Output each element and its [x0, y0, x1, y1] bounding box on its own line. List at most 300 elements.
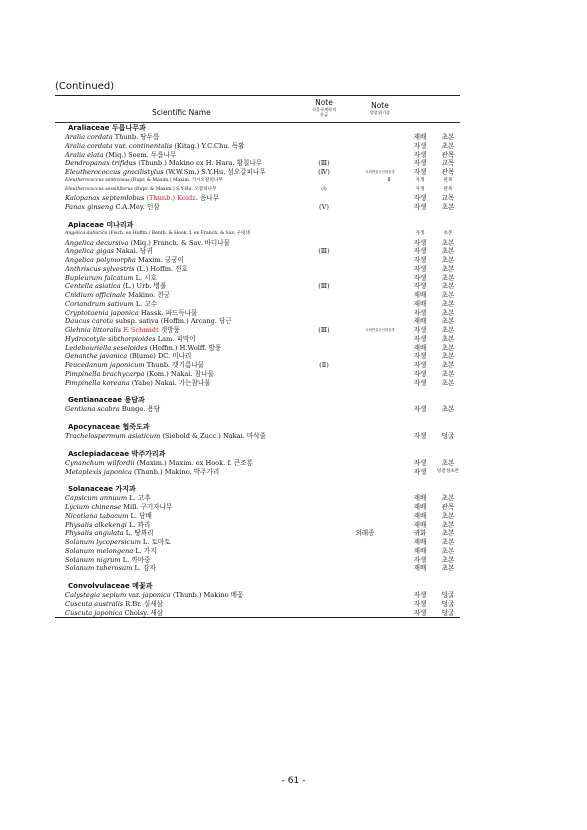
scientific-name-italic: Anthriscus sylvestris: [65, 264, 135, 273]
header-note1-sub2: 등급: [319, 112, 329, 117]
origin-cell: 재배: [413, 538, 427, 546]
author-text: (Fisch. ex Hoffm.) Benth. & Hook. f. ex Franch. & Sav. 구릿대: [107, 230, 250, 236]
scientific-name-cell: [65, 512, 152, 521]
author-text: Choisy. 새삼: [122, 608, 164, 617]
scientific-name-cell: [65, 326, 180, 335]
origin-cell: 자생: [415, 230, 425, 236]
author-text-highlighted: (Thunb.) Koidz.: [144, 194, 198, 203]
scientific-name-cell: [65, 230, 250, 239]
life-form-cell: 초본: [441, 282, 455, 291]
table-row: [55, 459, 460, 468]
life-form-cell: 초본: [441, 238, 455, 247]
table-row: [55, 309, 460, 318]
origin-cell: 자생: [413, 405, 427, 414]
origin-cell: 자생: [413, 308, 427, 317]
scientific-name-italic: Cynanchum wilfordii: [65, 458, 135, 467]
table-row: [55, 352, 460, 361]
scientific-name-italic: Solanum tuberosum: [65, 564, 133, 573]
table-row: [55, 361, 460, 370]
table-row: [55, 142, 460, 151]
author-text-highlighted: F. Schmidt: [121, 326, 159, 334]
floristic-grade: (Ⅰ): [321, 186, 327, 192]
table-row: [55, 256, 460, 265]
author-text: var.: [112, 141, 130, 150]
table-row: [55, 503, 460, 512]
origin-cell: 자생: [413, 247, 427, 256]
author-text: R.Br. 실새삼: [123, 599, 163, 608]
table-row: [55, 512, 460, 521]
header-note1-sub1: 식물구계학적: [311, 107, 337, 112]
species-table: [55, 95, 460, 618]
life-form-cell: 초본: [441, 299, 455, 308]
origin-cell: 재배: [413, 520, 427, 529]
table-row: [55, 335, 460, 344]
endangered-class: Ⅱ: [387, 177, 391, 183]
scientific-name-cell: [65, 291, 170, 300]
scientific-name-cell: [65, 564, 156, 573]
scientific-name-italic: Centella asiatica: [65, 282, 121, 291]
origin-cell: 자생: [413, 467, 427, 476]
life-form-cell: 초본: [441, 538, 455, 546]
author-text: L. 가지: [133, 546, 157, 555]
scientific-name-cell: [65, 309, 197, 318]
family-heading: Apiaceae 미나리과: [68, 220, 134, 229]
author-text: L. 까마중: [120, 555, 151, 564]
table-row: [55, 203, 460, 212]
table-row: [55, 194, 460, 203]
table-row: [55, 291, 460, 300]
scientific-name-italic: Cnidium officinale: [65, 291, 127, 299]
header-scientific-name: Scientific Name: [152, 108, 211, 117]
scientific-name-italic: Hydrocotyle sibthorpioides: [65, 334, 156, 343]
scientific-name-cell: [65, 317, 232, 326]
scientific-name-italic: Trachelospermum asiaticum: [65, 432, 161, 440]
author-text: L. 감자: [132, 564, 156, 573]
author-text: (Siebold & Zucc.) Nakai. 마삭줄: [160, 432, 267, 440]
scientific-name-italic: Cuscuta australis: [65, 599, 124, 608]
family-heading: Solanaceae 가지과: [68, 485, 136, 494]
scientific-name-cell: [65, 256, 184, 265]
scientific-name-cell: [65, 239, 230, 248]
life-form-cell: 초본: [441, 369, 455, 378]
origin-cell: 자생: [413, 608, 427, 617]
author-text: L. 고추: [127, 494, 151, 503]
scientific-name-italic: Lycium chinense: [65, 503, 122, 511]
life-form-cell: 초본: [441, 405, 455, 414]
table-row: [55, 239, 460, 248]
origin-cell: 자생: [413, 159, 427, 168]
life-form-cell: 초본: [441, 361, 455, 369]
author-text: (Thunb.) Makino ex H. Hara. 황칠나무: [136, 159, 263, 168]
origin-cell: 자생: [413, 458, 427, 467]
scientific-name-italic: Cuscuta japonica: [65, 608, 123, 617]
export-approval-note: 국외반출승인대상종: [365, 328, 395, 332]
author-text: (Kom.) Nakai. 참나물: [144, 369, 214, 378]
author-text: Lam. 피막이: [155, 334, 196, 343]
scientific-name-cell: [65, 494, 151, 503]
life-form-cell: 덩굴: [441, 599, 455, 608]
life-form-cell: 초본: [441, 378, 455, 387]
table-bottom-rule: [55, 617, 460, 618]
table-body: [55, 123, 460, 617]
origin-cell: 자생: [415, 177, 425, 183]
author-text: (Rupr. & Maxim.) Maxim. 가시오갈피나무: [129, 177, 223, 183]
scientific-name-cell: [65, 370, 214, 379]
scientific-name-italic: Pimpinella brachycarpa: [65, 369, 145, 378]
origin-cell: 자생: [413, 273, 427, 282]
scientific-name-italic: Capsicum annuum: [65, 494, 128, 503]
scientific-name-italic: Ledebouriella seseloides: [65, 343, 148, 352]
author-text: (W.W.Sm.) S.Y.Hu. 섬오갈피나무: [163, 168, 266, 176]
scientific-name-cell: [65, 274, 157, 283]
scientific-name-cell: [65, 352, 191, 361]
author-text: Maxim. 궁궁이: [135, 256, 185, 264]
table-row: [55, 591, 460, 600]
table-row: [55, 133, 460, 142]
infraspecific-name-italic: continentalis: [129, 141, 173, 150]
life-form-cell: 초본: [441, 308, 455, 317]
origin-cell: 자생: [413, 334, 427, 343]
life-form-cell: 초본: [441, 273, 455, 282]
life-form-cell: 관목: [441, 168, 455, 176]
export-approval-note: 국외반출승인대상종: [365, 170, 395, 174]
author-text: Mill. 구기자나무: [121, 503, 173, 511]
table-row: [55, 432, 460, 441]
table-row: [55, 609, 460, 618]
scientific-name-cell: [65, 468, 219, 477]
table-row: [55, 282, 460, 291]
table-row: [55, 230, 460, 239]
origin-cell: 자생: [413, 168, 427, 176]
infraspecific-name-italic: japonica: [142, 591, 171, 599]
scientific-name-italic: Eleutherococcus senticosus: [65, 177, 130, 183]
scientific-name-cell: [65, 335, 196, 344]
origin-cell: 재배: [413, 503, 427, 511]
scientific-name-cell: [65, 344, 221, 353]
author-text-tail: 갯방풍: [158, 326, 180, 334]
floristic-grade: (Ⅲ): [318, 282, 330, 291]
scientific-name-cell: [65, 600, 163, 609]
origin-cell: 귀화: [413, 529, 427, 538]
family-heading: Asclepiadaceae 박주가리과: [68, 449, 166, 458]
scientific-name-cell: [65, 194, 219, 203]
life-form-cell: 초본: [441, 133, 455, 141]
life-form-cell: 덩굴: [441, 432, 455, 440]
scientific-name-italic: Physalis angulata: [65, 529, 124, 538]
scientific-name-cell: [65, 556, 150, 565]
life-form-cell: 초본: [441, 141, 455, 150]
life-form-cell: 덩굴: [441, 608, 455, 617]
table-header: [55, 96, 460, 122]
page-number: - 61 -: [281, 776, 306, 786]
scientific-name-italic: Aralia cordata: [65, 133, 113, 141]
author-text: Hassk. 파드득나물: [138, 308, 198, 317]
scientific-name-italic: Cryptotaenia japonica: [65, 308, 139, 317]
author-text: (L.) Urb. 병풀: [120, 282, 167, 291]
life-form-cell: 초본: [441, 291, 455, 299]
scientific-name-italic: Solanum nigrum: [65, 555, 121, 564]
scientific-name-cell: [65, 168, 266, 177]
life-form-cell: 초본: [441, 264, 455, 273]
scientific-name-italic: Angelica dahurica: [65, 230, 108, 236]
author-text: L. 꽈리: [126, 520, 151, 529]
table-row: [55, 247, 460, 256]
author-text: (Thunb.) Makino. 박주가리: [131, 467, 220, 476]
scientific-name-italic: Eleutherococcus gracilistylus: [65, 168, 164, 176]
scientific-name-cell: [65, 521, 150, 530]
scientific-name-italic: Oenanthe javanica: [65, 352, 128, 361]
origin-cell: 자생: [413, 352, 427, 361]
scientific-name-cell: [65, 591, 243, 600]
scientific-name-cell: [65, 379, 211, 388]
table-row: [55, 326, 460, 335]
scientific-name-italic: Nicotiana tabacum: [65, 511, 129, 520]
table-row: [55, 317, 460, 326]
author-text: Thunb. 땅두릅: [112, 133, 160, 141]
author-text: L. 땅꽈리: [123, 529, 154, 538]
scientific-name-italic: Eleutherococcus sessiliflorus: [65, 186, 133, 192]
author-text-tail: (Thunb.) Makino 메꽃: [170, 591, 244, 599]
table-row: [55, 521, 460, 530]
floristic-grade: (Ⅲ): [318, 159, 330, 168]
author-text: (L.) Hoffm. 전호: [134, 264, 188, 273]
family-gap: [55, 573, 460, 581]
table-row: [55, 370, 460, 379]
life-form-cell: 초본: [441, 343, 455, 352]
family-gap: [55, 414, 460, 422]
author-text: Thunb. 갯기름나물: [144, 361, 205, 369]
life-form-cell: 교목: [441, 159, 455, 168]
origin-cell: 자생: [413, 378, 427, 387]
life-form-cell: 교목: [441, 194, 455, 203]
family-gap: [55, 387, 460, 395]
table-row: [55, 468, 460, 477]
origin-cell: 자생: [413, 599, 427, 608]
life-form-cell: 초본: [441, 511, 455, 520]
life-form-cell: 초본: [443, 230, 453, 236]
table-row: [55, 274, 460, 283]
table-row: [55, 186, 460, 195]
author-text: L. 고수: [133, 299, 158, 308]
life-form-cell: 초본: [441, 256, 455, 264]
origin-cell: 자생: [413, 141, 427, 150]
origin-cell: 재배: [413, 494, 427, 503]
alien-status: 외래종: [355, 529, 375, 538]
scientific-name-italic: Panax ginseng: [65, 203, 114, 211]
header-note1-label: Note: [315, 98, 333, 107]
origin-cell: 재배: [413, 546, 427, 555]
origin-cell: 자생: [413, 238, 427, 247]
scientific-name-italic: Angelica gigas: [65, 247, 114, 256]
origin-cell: 자생: [413, 432, 427, 440]
origin-cell: 자생: [413, 150, 427, 159]
origin-cell: 자생: [413, 194, 427, 203]
scientific-name-cell: [65, 300, 157, 309]
scientific-name-italic: Calystegia sepium: [65, 591, 127, 599]
scientific-name-cell: [65, 159, 262, 168]
author-text-tail: 음나무: [197, 194, 219, 203]
floristic-grade: (Ⅲ): [318, 247, 330, 256]
floristic-grade: (Ⅴ): [319, 203, 329, 211]
author-text: (Rupr. & Maxim.) S.Y.Hu. 오갈피나무: [132, 186, 217, 192]
author-text: L. 담배: [128, 511, 152, 520]
table-row: [55, 547, 460, 556]
scientific-name-italic: Coriandrum sativum: [65, 299, 134, 308]
header-note2-label: Note: [371, 101, 389, 110]
table-row: [55, 159, 460, 168]
life-form-cell: 초본: [441, 546, 455, 555]
origin-cell: 자생: [413, 326, 427, 334]
scientific-name-italic: Bupleurum falcatum: [65, 273, 134, 282]
life-form-cell: 관목: [443, 186, 453, 192]
header-note2-sub: 멸종위기종: [369, 110, 391, 115]
origin-cell: 재배: [413, 564, 427, 573]
author-text: subsp. sativa (Hoffm.) Arcang. 당근: [113, 317, 232, 326]
origin-cell: 재배: [413, 291, 427, 299]
scientific-name-cell: [65, 265, 188, 274]
table-row: [55, 344, 460, 353]
life-form-cell: 초본: [441, 564, 455, 573]
scientific-name-cell: [65, 405, 160, 414]
table-row: [55, 564, 460, 573]
scientific-name-cell: [65, 282, 166, 291]
scientific-name-cell: [65, 538, 171, 547]
life-form-cell: 초본: [441, 520, 455, 529]
author-text: (Maxim.) Maxim. ex Hook. f. 큰조롱: [134, 458, 253, 467]
floristic-grade: (Ⅳ): [318, 168, 330, 176]
scientific-name-cell: [65, 547, 157, 556]
family-heading: Apocynaceae 협죽도과: [68, 423, 150, 431]
table-row: [55, 600, 460, 609]
scientific-name-italic: Aralia cordata: [65, 141, 113, 150]
life-form-cell: 초본: [441, 529, 455, 538]
origin-cell: 자생: [413, 591, 427, 599]
scientific-name-italic: Metaplexis japonica: [65, 467, 132, 476]
origin-cell: 자생: [413, 203, 427, 211]
scientific-name-italic: Daucus carota: [65, 317, 114, 326]
author-text: var.: [126, 591, 143, 599]
scientific-name-cell: [65, 432, 266, 441]
author-text: (Miq.) Franch. & Sav. 바디나물: [128, 238, 231, 247]
table-row: [55, 265, 460, 274]
table-row: [55, 405, 460, 414]
family-heading: Gentianaceae 용담과: [68, 396, 145, 405]
life-form-cell: 초본: [441, 317, 455, 326]
scientific-name-cell: [65, 529, 153, 538]
origin-cell: 재배: [413, 133, 427, 141]
origin-cell: 자생: [413, 555, 427, 564]
life-form-cell: 초본: [441, 203, 455, 211]
scientific-name-cell: [65, 186, 217, 195]
scientific-name-italic: Kalopanax septemlobus: [65, 194, 145, 203]
scientific-name-italic: Glehnia littoralis: [65, 326, 122, 334]
life-form-cell: 초본: [441, 555, 455, 564]
scientific-name-italic: Dendropanax trifidus: [65, 159, 137, 168]
family-heading: Araliaceae 두릅나무과: [68, 124, 146, 132]
scientific-name-italic: Peucedanum japonicum: [65, 361, 145, 369]
scientific-name-italic: Angelica decursiva: [65, 238, 129, 247]
origin-cell: 자생: [413, 264, 427, 273]
scientific-name-cell: [65, 151, 176, 160]
table-row: [55, 538, 460, 547]
table-row: [55, 379, 460, 388]
life-form-cell: 덩굴성초본: [436, 468, 460, 474]
table-row: [55, 556, 460, 565]
life-form-cell: 초본: [441, 247, 455, 256]
family-gap: [55, 441, 460, 449]
origin-cell: 재배: [413, 343, 427, 352]
origin-cell: 자생: [413, 282, 427, 291]
scientific-name-cell: [65, 503, 172, 512]
scientific-name-italic: Pimpinella koreana: [65, 378, 130, 387]
author-text: Nakai. 당귀: [113, 247, 153, 256]
scientific-name-cell: [65, 142, 245, 151]
life-form-cell: 초본: [441, 352, 455, 361]
scientific-name-italic: Gentiana scabra: [65, 405, 120, 414]
author-text: L. 시호: [133, 273, 157, 282]
table-row: [55, 177, 460, 186]
scientific-name-cell: [65, 247, 153, 256]
table-row: [55, 300, 460, 309]
life-form-cell: 초본: [441, 334, 455, 343]
scientific-name-cell: [65, 609, 163, 618]
origin-cell: 자생: [413, 361, 427, 369]
table-row: [55, 529, 460, 538]
floristic-grade: (Ⅲ): [318, 326, 330, 334]
life-form-cell: 관목: [441, 150, 455, 159]
author-text: C.A.Mey. 인삼: [113, 203, 160, 211]
continued-label: (Continued): [55, 81, 115, 92]
family-gap: [55, 476, 460, 484]
author-text: (Hoffm.) H.Wolff. 방풍: [147, 343, 222, 352]
author-text: Bunge. 용담: [119, 405, 161, 414]
scientific-name-italic: Angelica polymorpha: [65, 256, 136, 264]
floristic-grade: (Ⅱ): [319, 361, 329, 369]
origin-cell: 자생: [413, 256, 427, 264]
table-row: [55, 168, 460, 177]
life-form-cell: 덩굴: [441, 591, 455, 599]
header-note-grade: [303, 99, 345, 117]
scientific-name-italic: Solanum lycopersicum: [65, 538, 141, 546]
table-row: [55, 494, 460, 503]
origin-cell: 재배: [413, 317, 427, 326]
scientific-name-italic: Solanum melongena: [65, 546, 134, 555]
author-text: L. 토마토: [140, 538, 171, 546]
author-text-tail: (Kitag.) Y.C.Chu. 독활: [172, 141, 245, 150]
family-gap: [55, 212, 460, 220]
life-form-cell: 초본: [441, 326, 455, 334]
family-heading: Convolvulaceae 메꽃과: [68, 582, 153, 590]
scientific-name-cell: [65, 133, 159, 142]
author-text: (Blume) DC. 미나리: [127, 352, 192, 361]
life-form-cell: 관목: [443, 177, 453, 183]
author-text: (Yabe) Nakai. 가는참나물: [129, 378, 211, 387]
scientific-name-cell: [65, 203, 160, 212]
header-note-endangered: [360, 101, 400, 116]
scientific-name-cell: [65, 177, 223, 186]
origin-cell: 재배: [413, 299, 427, 308]
origin-cell: 자생: [413, 369, 427, 378]
scientific-name-cell: [65, 459, 253, 468]
author-text: (Miq.) Seem. 두릅나무: [103, 150, 177, 159]
table-row: [55, 151, 460, 160]
life-form-cell: 관목: [441, 503, 455, 511]
origin-cell: 재배: [413, 511, 427, 520]
life-form-cell: 초본: [441, 494, 455, 503]
author-text: Makino. 천궁: [126, 291, 170, 299]
scientific-name-italic: Aralia elata: [65, 150, 104, 159]
origin-cell: 자생: [415, 186, 425, 192]
